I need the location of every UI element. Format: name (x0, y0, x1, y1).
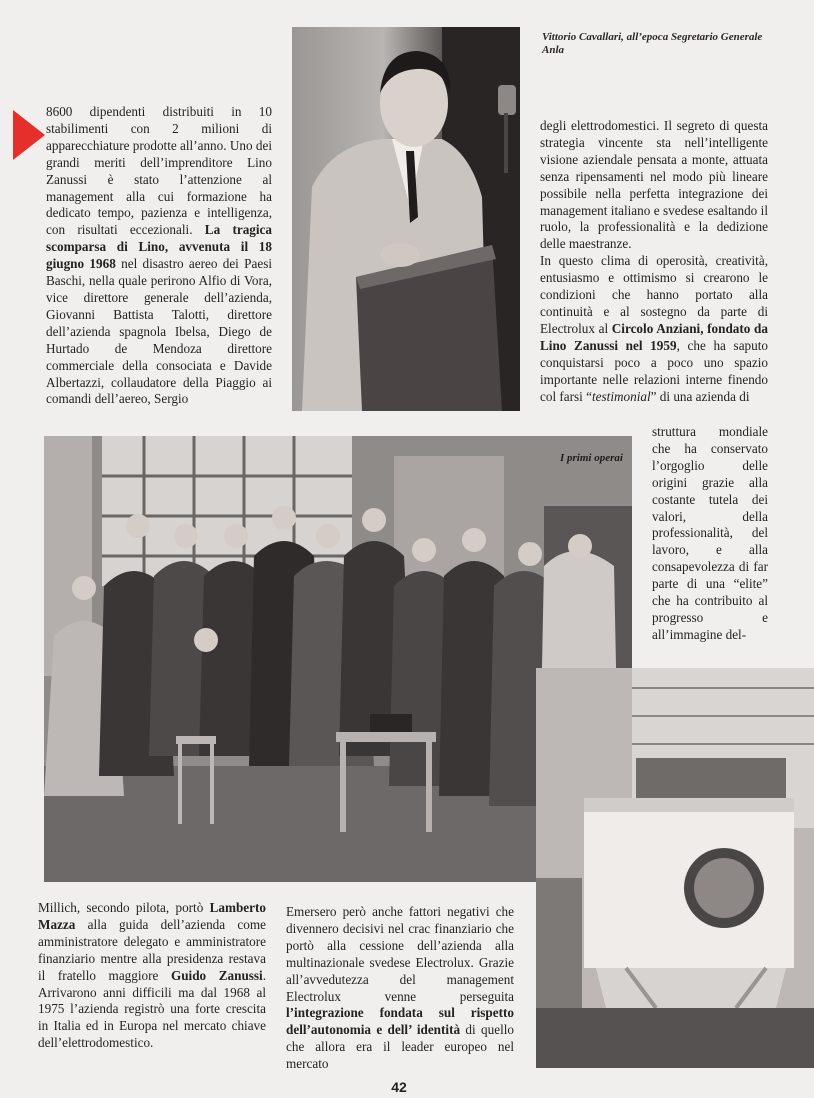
caption-portrait: Vittorio Cavallari, all’epoca Segretario Generale Anla (542, 31, 763, 56)
bold-scomparsa-lino: La tragica scomparsa di Lino, avvenuta il 18 giugno 1968 (46, 222, 272, 272)
paragraph-right-1: degli elettrodomestici. Il segreto di questa strategia vincente sta nell’intelligente visione aziendale pensata a monte, attuata senza ripensamenti nel modo più lineare possibile nella perfetta integrazione dei management italiano e svedese esaltando il ruolo, la professionalità e la dedizione delle maestranze. (540, 118, 768, 252)
page-number: 42 (391, 1079, 407, 1095)
column-left-top (46, 104, 272, 408)
column-bottom-left (38, 900, 266, 1052)
photo-speaker-at-podium (292, 27, 520, 411)
bold-integrazione: l’integrazione fondata sul rispetto dell’autonomia e dell’ identità (286, 1005, 514, 1038)
caption-group: I primi operai (560, 452, 623, 464)
bold-guido-zanussi: Guido Zanussi (170, 967, 263, 983)
paragraph-right-2: In questo clima di operosità, creatività, entusiasmo e ottimismo si crearono le condizioni che hanno portato alla continuità e al sostegno da parte di Electrolux al Circolo Anziani, fondato da Lino Zanussi nel 1959, che ha saputo conquistarsi poco a poco uno spazio importante nelle relazioni interne finendo col farsi “testimonial” di una azienda di (540, 253, 768, 404)
red-arrow-marker (13, 110, 45, 160)
paragraph-right-3: struttura mondiale che ha conservato l’orgoglio delle origini grazie alla costante tutela dei valori, della professionalità, del lavoro, e alla consapevolezza di far parte di una “elite” che ha contribuito al progresso e all’immagine del- (652, 424, 768, 642)
bleed-through-left (74, 28, 194, 78)
bold-lamberto-mazza: Lamberto Mazza (38, 900, 266, 932)
photo-washing-machine (536, 668, 814, 1068)
paragraph-bottom-middle: Emersero però anche fattori negativi che divennero decisivi nel crac finanziario che portò alla cessione dell’azienda alla multinazionale svedese Electrolux. Grazie all’avvedutezza del management Electrolux venne perseguita l’integrazione fondata sul rispetto dell’autonomia e dell’ identità di quello che allora era il leader europeo nel mercato (286, 904, 514, 1072)
column-right-narrow (652, 424, 768, 644)
column-bottom-middle (286, 904, 514, 1073)
column-right-top (540, 118, 768, 405)
paragraph-bottom-left: Millich, secondo pilota, portò Lamberto Mazza alla guida dell’azienda come amministratore delegato e amministratore finanziario mentre alla presidenza restava il fratello maggiore Guido Zanussi. Arrivarono anni difficili ma dal 1968 al 1975 l’azienda registrò una forte crescita in Italia ed in Europa nel mercato chiave dell’elettrodomestico. (38, 900, 266, 1051)
speaker-illustration (292, 27, 520, 411)
bold-circolo-anziani: Circolo Anziani, fondato da Lino Zanussi nel 1959 (540, 320, 768, 353)
washing-machine-illustration (536, 668, 814, 1068)
paragraph-left-1: 8600 dipendenti distribuiti in 10 stabilimenti con 2 milioni di apparecchiature prodotte all’anno. Uno dei grandi meriti dell’imprenditore Lino Zanussi è stato l’attenzione al management alla cui formazione ha dedicato tempo, pazienza e intelligenza, con risultati eccezionali. La tragica scomparsa di Lino, avvenuta il 18 giugno 1968 nel disastro aereo dei Paesi Baschi, nella quale perirono Alfio di Vora, vice direttore generale dell’azienda, Giovanni Battista Talotti, direttore dell’azienda spagnola Ibelsa, Diego de Hurtado de Mendoza direttore commerciale della consociata e Davide Albertazzi, collaudatore della Piaggio ai comandi dell’aereo, Sergio (46, 104, 272, 407)
